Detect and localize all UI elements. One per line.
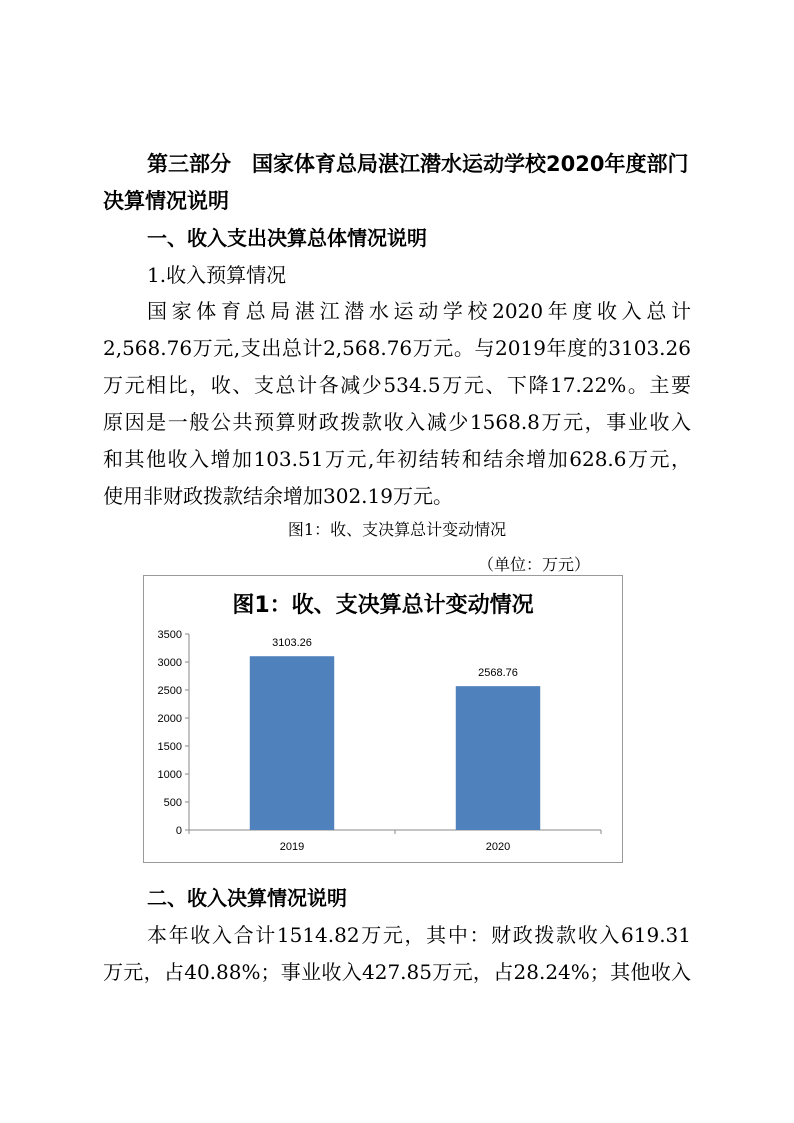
section2-para-line: 万元，占40.88%；事业收入427.85万元，占28.24%；其他收入 (103, 960, 691, 984)
chart-title: 图1：收、支决算总计变动情况 (232, 593, 534, 618)
part-heading-line1: 第三部分 国家体育总局湛江潜水运动学校2020年度部门 (147, 152, 689, 176)
x-tick-label: 2019 (279, 841, 305, 853)
section1-subheading: 1.收入预算情况 (147, 263, 287, 287)
figure-caption: 图1：收、支决算总计变动情况 (287, 520, 507, 539)
y-tick-label: 0 (175, 825, 182, 837)
section1-para-line: 万元相比，收、支总计各减少534.5万元、下降17.22%。主要 (103, 373, 691, 397)
section2-title: 二、收入决算情况说明 (147, 886, 347, 910)
section1-para-line: 和其他收入增加103.51万元,年初结转和结余增加628.6万元， (103, 447, 691, 471)
y-tick-label: 500 (163, 797, 182, 809)
y-tick-label: 3500 (157, 629, 182, 641)
section1-para-line: 原因是一般公共预算财政拨款收入减少1568.8万元，事业收入 (103, 410, 691, 434)
y-tick-label: 2000 (157, 713, 182, 725)
section1-para-line: 2,568.76万元,支出总计2,568.76万元。与2019年度的3103.26 (103, 336, 691, 360)
y-tick-label: 1000 (157, 769, 182, 781)
section1-para-line: 使用非财政拨款结余增加302.19万元。 (103, 484, 453, 508)
y-tick-label: 1500 (157, 741, 182, 753)
part-heading-line2: 决算情况说明 (103, 189, 229, 213)
x-tick-label: 2020 (485, 841, 511, 853)
y-tick-label: 2500 (157, 685, 182, 697)
bar (250, 656, 334, 830)
bar-chart (143, 575, 623, 863)
unit-note: （单位：万元） (478, 555, 591, 574)
bar (456, 686, 540, 830)
section1-title: 一、收入支出决算总体情况说明 (147, 226, 427, 250)
section2-para-line: 本年收入合计1514.82万元，其中：财政拨款收入619.31 (147, 923, 691, 947)
y-tick-label: 3000 (157, 657, 182, 669)
data-label: 3103.26 (272, 637, 312, 650)
chart-plot (144, 576, 622, 862)
data-label: 2568.76 (478, 667, 518, 680)
section1-para-line: 国家体育总局湛江潜水运动学校2020年度收入总计 (147, 299, 691, 323)
